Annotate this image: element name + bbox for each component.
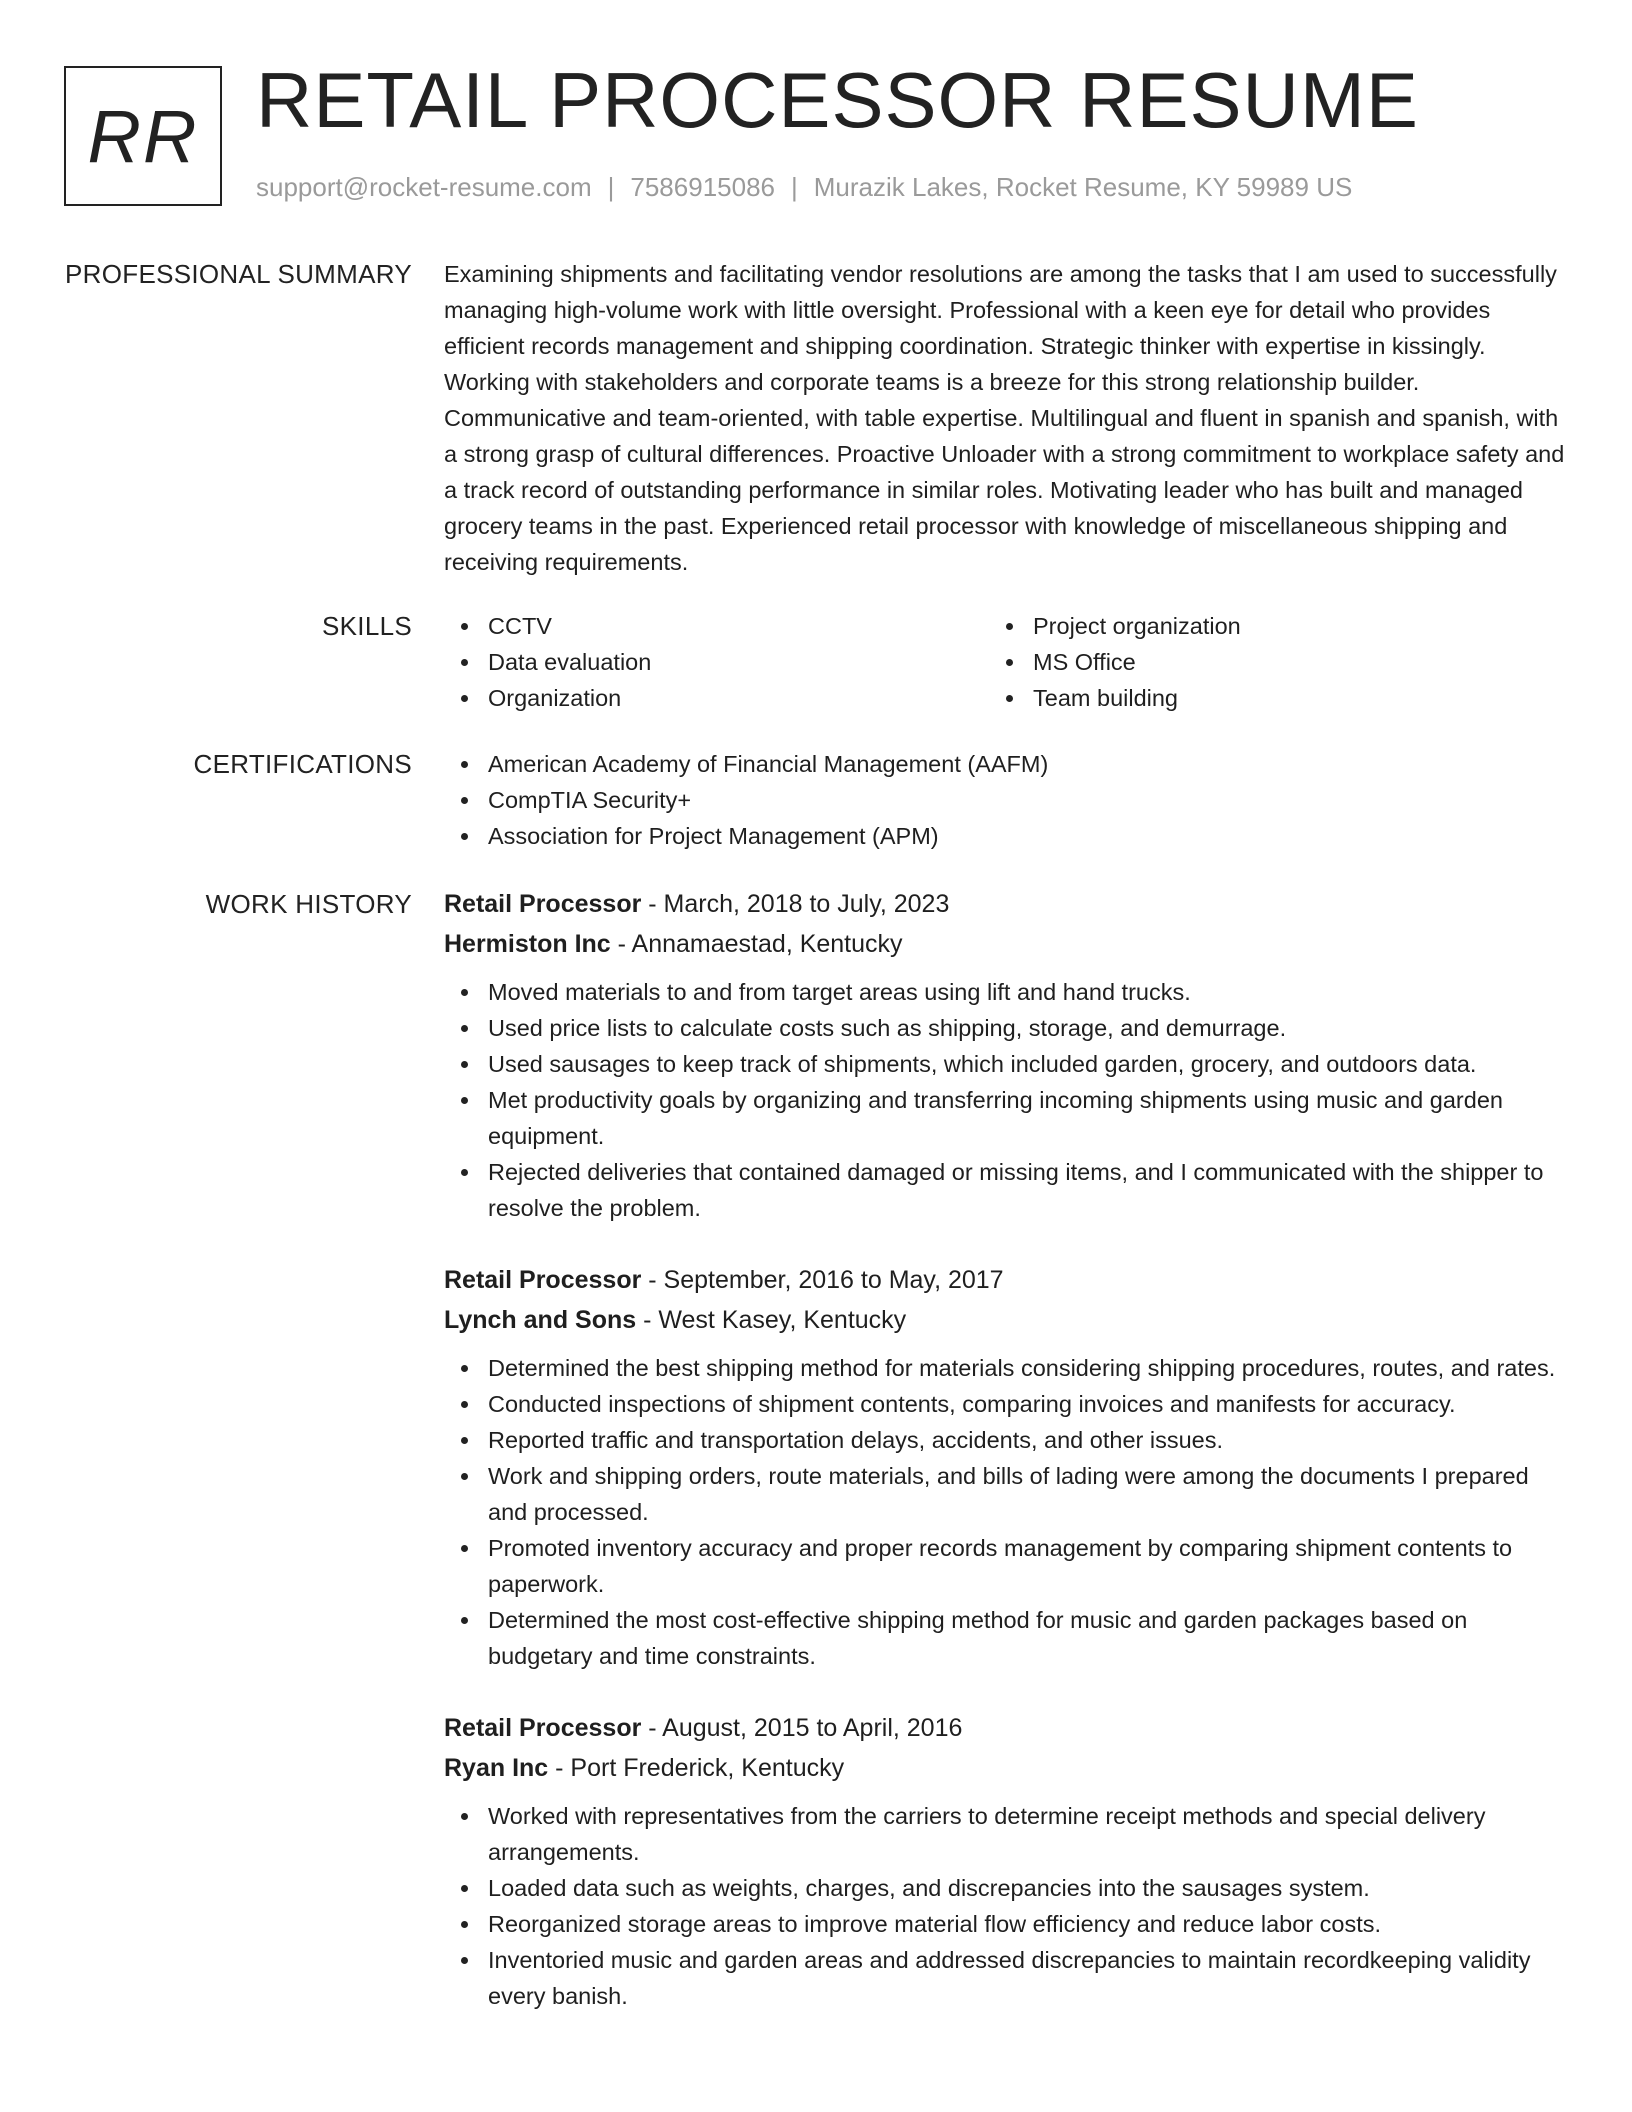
section-label-work: WORK HISTORY [205, 889, 412, 919]
contact-separator: | [607, 172, 615, 202]
job-entry [444, 884, 1568, 1226]
summary-text: Examining shipments and facilitating vendor resolutions are among the tasks that I am used to successfully managing high-volume work with little oversight. Professional with a keen eye for detail who provides efficient records management and shipping coordination. Strategic thinker with expertise in kissingly. Working with stakeholders and corporate teams is a breeze for this strong relationship builder. Communicative and team-oriented, with table expertise. Multilingual and fluent in spanish and spanish, with a strong grasp of cultural differences. Proactive Unloader with a strong commitment to workplace safety and a track record of outstanding performance in similar roles. Motivating leader who has built and managed grocery teams in the past. Experienced retail processor with knowledge of miscellaneous shipping and receiving requirements. [444, 261, 1565, 575]
skills-body [444, 608, 1568, 716]
section-label-skills: SKILLS [322, 611, 412, 641]
job-bullet: Determined the most cost-effective shipping method for music and garden packages based on budgetary and time constraints. [444, 1602, 1568, 1674]
job-bullet: Met productivity goals by organizing and transferring incoming shipments using music and garden equipment. [444, 1082, 1568, 1154]
section-label-certifications: CERTIFICATIONS [193, 749, 412, 779]
job-title-line [444, 1708, 1568, 1748]
job-company: Lynch and Sons [444, 1306, 637, 1334]
job-bullets [444, 974, 1568, 1226]
job-bullet: Reorganized storage areas to improve material flow efficiency and reduce labor costs. [444, 1906, 1568, 1942]
job-bullet: Conducted inspections of shipment contents, comparing invoices and manifests for accuracy. [444, 1386, 1568, 1422]
skill-item: MS Office [989, 644, 1534, 680]
skills-grid [444, 608, 1568, 716]
job-company-line [444, 1300, 1568, 1340]
certifications-body [444, 746, 1568, 854]
certification-item: American Academy of Financial Management (AAFM) [444, 746, 1568, 782]
job-dates: - August, 2015 to April, 2016 [641, 1714, 963, 1742]
resume-sections [0, 256, 1632, 2076]
job-bullet: Used price lists to calculate costs such as shipping, storage, and demurrage. [444, 1010, 1568, 1046]
section-certifications [0, 746, 1632, 854]
job-title-line [444, 884, 1568, 924]
skill-item: CCTV [444, 608, 989, 644]
job-company: Ryan Inc [444, 1754, 549, 1782]
job-bullets [444, 1798, 1568, 2014]
contact-email: support@rocket-resume.com [256, 172, 592, 202]
job-bullets [444, 1350, 1568, 1674]
job-title: Retail Processor [444, 1266, 642, 1294]
section-skills [0, 608, 1632, 716]
job-company: Hermiston Inc [444, 930, 611, 958]
summary-body [444, 256, 1568, 580]
job-bullet: Work and shipping orders, route materials, and bills of lading were among the documents I prepared and processed. [444, 1458, 1568, 1530]
job-title: Retail Processor [444, 1714, 642, 1742]
skills-list-right [989, 608, 1534, 716]
job-bullet: Moved materials to and from target areas using lift and hand trucks. [444, 974, 1568, 1010]
skills-list-left [444, 608, 989, 716]
job-location: - Annamaestad, Kentucky [610, 930, 903, 958]
section-label-summary: PROFESSIONAL SUMMARY [65, 259, 412, 289]
certification-item: CompTIA Security+ [444, 782, 1568, 818]
job-bullet: Worked with representatives from the carriers to determine receipt methods and special delivery arrangements. [444, 1798, 1568, 1870]
job-location: - Port Frederick, Kentucky [548, 1754, 845, 1782]
job-bullet: Reported traffic and transportation delays, accidents, and other issues. [444, 1422, 1568, 1458]
contact-phone: 7586915086 [630, 172, 775, 202]
contact-separator: | [791, 172, 798, 202]
job-dates: - September, 2016 to May, 2017 [641, 1266, 1004, 1294]
certifications-list [444, 746, 1568, 854]
skill-item: Team building [989, 680, 1534, 716]
job-location: - West Kasey, Kentucky [636, 1306, 907, 1334]
job-entry [444, 1260, 1568, 1674]
monogram-logo: RR [64, 66, 222, 206]
skill-item: Data evaluation [444, 644, 989, 680]
job-bullet: Promoted inventory accuracy and proper records management by comparing shipment contents to paperwork. [444, 1530, 1568, 1602]
job-bullet: Used sausages to keep track of shipments, which included garden, grocery, and outdoors data. [444, 1046, 1568, 1082]
job-entry [444, 1708, 1568, 2014]
job-dates: - March, 2018 to July, 2023 [641, 890, 950, 918]
contact-address: Murazik Lakes, Rocket Resume, KY 59989 US [813, 172, 1353, 202]
skill-item: Organization [444, 680, 989, 716]
contact-line [256, 172, 1352, 203]
work-body [444, 884, 1568, 2048]
certification-item: Association for Project Management (APM) [444, 818, 1568, 854]
page-title: RETAIL PROCESSOR RESUME [256, 56, 1419, 144]
job-bullet: Loaded data such as weights, charges, and discrepancies into the sausages system. [444, 1870, 1568, 1906]
job-title-line [444, 1260, 1568, 1300]
section-work-history [0, 884, 1632, 2048]
job-company-line [444, 1748, 1568, 1788]
job-company-line [444, 924, 1568, 964]
section-summary [0, 256, 1632, 580]
job-bullet: Determined the best shipping method for materials considering shipping procedures, routes, and rates. [444, 1350, 1568, 1386]
skill-item: Project organization [989, 608, 1534, 644]
job-bullet: Inventoried music and garden areas and addressed discrepancies to maintain recordkeeping validity every banish. [444, 1942, 1568, 2014]
job-bullet: Rejected deliveries that contained damaged or missing items, and I communicated with the shipper to resolve the problem. [444, 1154, 1568, 1226]
job-title: Retail Processor [444, 890, 642, 918]
